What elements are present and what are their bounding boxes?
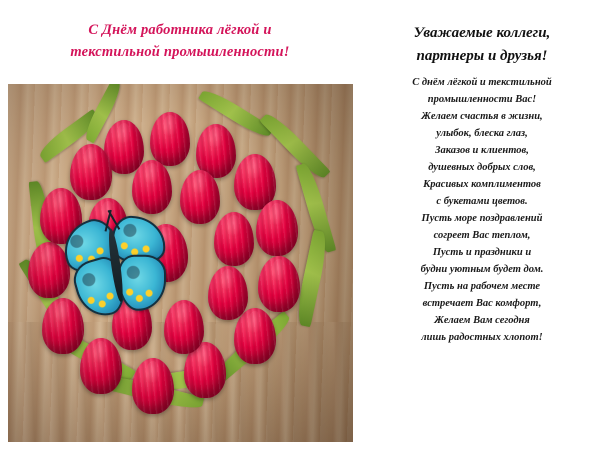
poem-line: встречает Вас комфорт, [422, 298, 542, 309]
poem-line: улыбок, блеска глаз, [436, 128, 528, 139]
poem-line: согреет Вас теплом, [433, 230, 531, 241]
greeting-title-line-2: партнеры и друзья! [416, 47, 548, 64]
poem-line: Пусть и праздники и [432, 247, 532, 258]
poem-line: Пусть на рабочем месте [423, 281, 541, 292]
greeting-title-line-1: Уважаемые коллеги, [413, 25, 551, 41]
poem-line: Пусть море поздравлений [421, 213, 543, 224]
greeting-title [368, 22, 596, 67]
greeting-poem [372, 74, 592, 346]
headline-line-1: С Днём работника лёгкой и [88, 22, 272, 38]
poem-line: будни уютным будет дом. [420, 264, 544, 275]
right-column [362, 0, 600, 450]
poem-line: душевных добрых слов, [428, 162, 536, 173]
poem-line: Заказов и клиентов, [435, 145, 529, 156]
headline-line-2: текстильной промышленности! [70, 43, 290, 60]
poem-line: С днём лёгкой и текстильной [412, 77, 552, 88]
poem-line: лишь радостных хлопот! [421, 332, 543, 343]
poem-line: Желаем счастья в жизни, [421, 111, 543, 122]
bouquet-photo [8, 84, 353, 442]
poem-line: промышленности Вас! [427, 94, 537, 105]
poem-line: Красивых комплиментов [423, 179, 541, 190]
photo-vignette [8, 84, 353, 442]
poem-line: с букетами цветов. [436, 196, 528, 207]
headline [10, 20, 350, 64]
poem-line: Желаем Вам сегодня [434, 315, 530, 326]
